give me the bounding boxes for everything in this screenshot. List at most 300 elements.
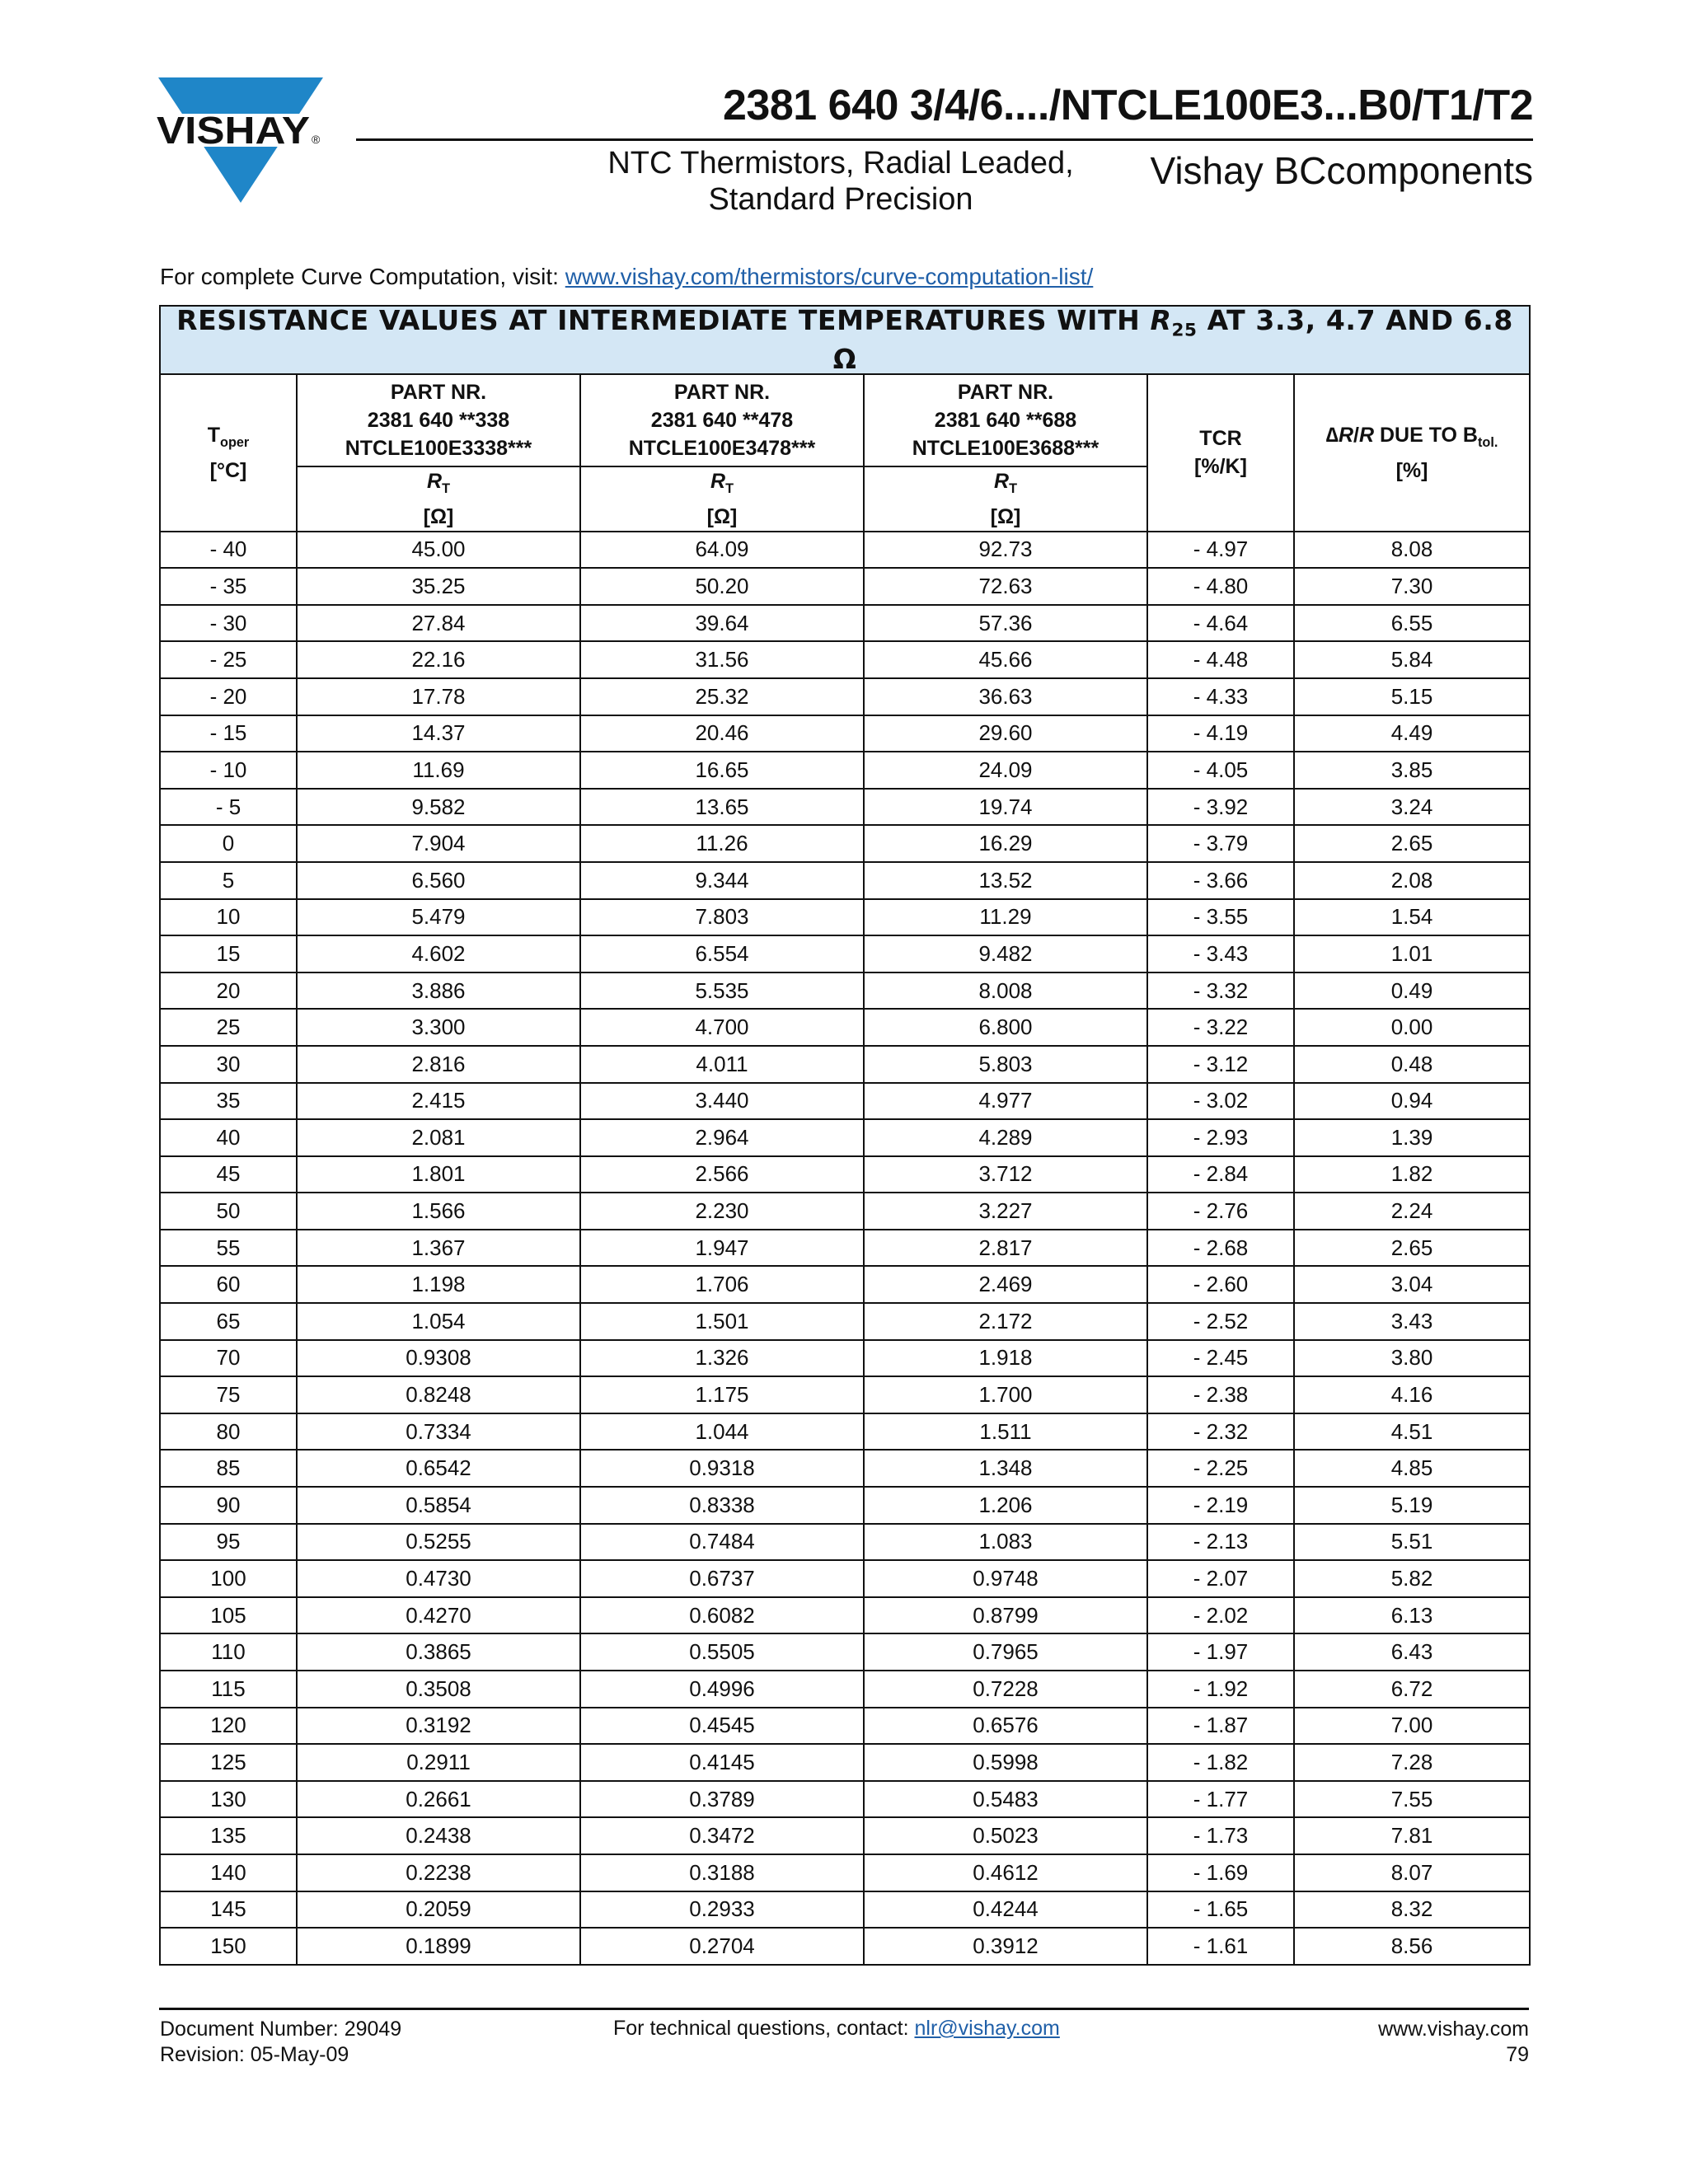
delta-r-cell: 7.55 <box>1294 1781 1530 1818</box>
rt-688-cell: 1.918 <box>864 1340 1147 1377</box>
table-row <box>160 605 1530 642</box>
table-row <box>160 1781 1530 1818</box>
rt-338-cell: 1.198 <box>297 1266 580 1303</box>
temperature-cell: 145 <box>160 1891 297 1929</box>
temperature-cell: 15 <box>160 935 297 972</box>
temperature-cell: 20 <box>160 972 297 1010</box>
table-row <box>160 1230 1530 1267</box>
tcr-cell: - 3.66 <box>1147 862 1294 899</box>
rt-688-cell: 4.977 <box>864 1083 1147 1120</box>
rt-478-cell: 39.64 <box>580 605 864 642</box>
rt-338-cell: 0.3865 <box>297 1633 580 1671</box>
rt-478-cell: 13.65 <box>580 789 864 826</box>
rt-688-cell: 0.6576 <box>864 1708 1147 1745</box>
table-row <box>160 1266 1530 1303</box>
tcr-cell: - 1.69 <box>1147 1854 1294 1891</box>
rt-688-cell: 1.511 <box>864 1413 1147 1451</box>
delta-r-cell: 8.08 <box>1294 532 1530 569</box>
tcr-cell: - 4.05 <box>1147 752 1294 789</box>
contact-prefix: For technical questions, contact: <box>613 2017 909 2040</box>
delta-r-cell: 8.07 <box>1294 1854 1530 1891</box>
delta-r-cell: 2.08 <box>1294 862 1530 899</box>
table-row <box>160 1633 1530 1671</box>
rt-338-cell: 0.8248 <box>297 1376 580 1413</box>
temperature-cell: 40 <box>160 1119 297 1156</box>
table-row <box>160 1560 1530 1597</box>
rt-338-cell: 0.2438 <box>297 1817 580 1854</box>
delta-r-cell: 4.85 <box>1294 1450 1530 1487</box>
rt-338-cell: 27.84 <box>297 605 580 642</box>
header-part-338: PART NR. 2381 640 **338 NTCLE100E3338*** <box>297 374 580 466</box>
delta-r-cell: 3.43 <box>1294 1303 1530 1340</box>
tcr-cell: - 1.87 <box>1147 1708 1294 1745</box>
temperature-cell: 80 <box>160 1413 297 1451</box>
delta-r-cell: 8.56 <box>1294 1928 1530 1965</box>
rt-478-cell: 0.4545 <box>580 1708 864 1745</box>
tcr-cell: - 4.19 <box>1147 715 1294 752</box>
table-row <box>160 752 1530 789</box>
table-row <box>160 1119 1530 1156</box>
header-rt-338: $R_T$ [Ω] <box>297 466 580 532</box>
rt-478-cell: 0.8338 <box>580 1487 864 1524</box>
rt-688-cell: 0.7965 <box>864 1633 1147 1671</box>
rt-478-cell: 0.7484 <box>580 1524 864 1561</box>
rt-478-cell: 16.65 <box>580 752 864 789</box>
temperature-cell: 55 <box>160 1230 297 1267</box>
tcr-cell: - 3.12 <box>1147 1046 1294 1083</box>
rt-478-cell: 0.5505 <box>580 1633 864 1671</box>
delta-r-cell: 5.84 <box>1294 641 1530 678</box>
rt-478-cell: 1.044 <box>580 1413 864 1451</box>
table-body <box>160 532 1530 1965</box>
vishay-logo <box>153 74 328 206</box>
delta-r-cell: 6.13 <box>1294 1597 1530 1634</box>
rt-338-cell: 22.16 <box>297 641 580 678</box>
rt-338-cell: 0.1899 <box>297 1928 580 1965</box>
page-number: 79 <box>1506 2043 1529 2066</box>
rt-338-cell: 0.5255 <box>297 1524 580 1561</box>
rt-338-cell: 0.7334 <box>297 1413 580 1451</box>
table-row <box>160 678 1530 715</box>
rt-688-cell: 13.52 <box>864 862 1147 899</box>
table-row <box>160 1487 1530 1524</box>
rt-338-cell: 17.78 <box>297 678 580 715</box>
temperature-cell: - 10 <box>160 752 297 789</box>
tcr-cell: - 4.48 <box>1147 641 1294 678</box>
temperature-cell: 25 <box>160 1009 297 1046</box>
temperature-cell: 150 <box>160 1928 297 1965</box>
tcr-cell: - 1.65 <box>1147 1891 1294 1929</box>
rt-478-cell: 50.20 <box>580 568 864 605</box>
footer-site <box>1378 2017 1529 2068</box>
delta-r-cell: 4.49 <box>1294 715 1530 752</box>
rt-478-cell: 2.964 <box>580 1119 864 1156</box>
rt-478-cell: 1.706 <box>580 1266 864 1303</box>
rt-688-cell: 1.206 <box>864 1487 1147 1524</box>
table-row <box>160 789 1530 826</box>
rt-478-cell: 4.011 <box>580 1046 864 1083</box>
table-row <box>160 1744 1530 1781</box>
delta-r-cell: 6.55 <box>1294 605 1530 642</box>
delta-r-cell: 0.00 <box>1294 1009 1530 1046</box>
rt-688-cell: 2.469 <box>864 1266 1147 1303</box>
company-name: Vishay BCcomponents <box>1150 149 1533 192</box>
delta-r-cell: 1.01 <box>1294 935 1530 972</box>
rt-688-cell: 9.482 <box>864 935 1147 972</box>
logo-registered-mark: ® <box>312 133 321 146</box>
tcr-cell: - 2.07 <box>1147 1560 1294 1597</box>
rt-688-cell: 19.74 <box>864 789 1147 826</box>
rt-688-cell: 1.700 <box>864 1376 1147 1413</box>
temperature-cell: - 15 <box>160 715 297 752</box>
delta-r-cell: 2.24 <box>1294 1193 1530 1230</box>
revision-date: Revision: 05-May-09 <box>160 2043 349 2066</box>
header-rule <box>356 138 1533 141</box>
table-row <box>160 1009 1530 1046</box>
delta-r-cell: 3.85 <box>1294 752 1530 789</box>
rt-338-cell: 0.2238 <box>297 1854 580 1891</box>
rt-688-cell: 0.7228 <box>864 1671 1147 1708</box>
tcr-cell: - 2.60 <box>1147 1266 1294 1303</box>
delta-r-cell: 7.81 <box>1294 1817 1530 1854</box>
rt-338-cell: 0.3508 <box>297 1671 580 1708</box>
delta-r-cell: 2.65 <box>1294 1230 1530 1267</box>
table-row <box>160 1450 1530 1487</box>
tcr-cell: - 2.93 <box>1147 1119 1294 1156</box>
rt-338-cell: 6.560 <box>297 862 580 899</box>
rt-478-cell: 31.56 <box>580 641 864 678</box>
table-row <box>160 1083 1530 1120</box>
delta-r-cell: 2.65 <box>1294 825 1530 862</box>
rt-688-cell: 0.4244 <box>864 1891 1147 1929</box>
rt-688-cell: 1.348 <box>864 1450 1147 1487</box>
rt-478-cell: 25.32 <box>580 678 864 715</box>
rt-338-cell: 9.582 <box>297 789 580 826</box>
rt-478-cell: 1.947 <box>580 1230 864 1267</box>
temperature-cell: 110 <box>160 1633 297 1671</box>
tcr-cell: - 3.32 <box>1147 972 1294 1010</box>
table-row <box>160 1671 1530 1708</box>
resistance-table <box>159 305 1531 1966</box>
temperature-cell: - 35 <box>160 568 297 605</box>
table-row <box>160 1303 1530 1340</box>
table-row <box>160 1817 1530 1854</box>
footer-contact <box>613 2017 1060 2041</box>
tcr-cell: - 2.02 <box>1147 1597 1294 1634</box>
rt-688-cell: 29.60 <box>864 715 1147 752</box>
rt-688-cell: 5.803 <box>864 1046 1147 1083</box>
delta-r-cell: 1.82 <box>1294 1156 1530 1193</box>
tcr-cell: - 3.79 <box>1147 825 1294 862</box>
curve-computation-link[interactable]: www.vishay.com/thermistors/curve-computation-list/ <box>565 264 1094 289</box>
rt-688-cell: 16.29 <box>864 825 1147 862</box>
temperature-cell: 135 <box>160 1817 297 1854</box>
rt-338-cell: 0.6542 <box>297 1450 580 1487</box>
rt-688-cell: 57.36 <box>864 605 1147 642</box>
rt-478-cell: 0.6082 <box>580 1597 864 1634</box>
product-subtitle <box>569 145 1113 218</box>
tcr-cell: - 3.43 <box>1147 935 1294 972</box>
tcr-cell: - 3.22 <box>1147 1009 1294 1046</box>
tcr-cell: - 3.55 <box>1147 899 1294 936</box>
rt-478-cell: 20.46 <box>580 715 864 752</box>
rt-688-cell: 0.9748 <box>864 1560 1147 1597</box>
temperature-cell: 140 <box>160 1854 297 1891</box>
table-row <box>160 862 1530 899</box>
temperature-cell: 130 <box>160 1781 297 1818</box>
rt-338-cell: 0.2911 <box>297 1744 580 1781</box>
rt-688-cell: 0.5998 <box>864 1744 1147 1781</box>
tcr-cell: - 1.97 <box>1147 1633 1294 1671</box>
tcr-cell: - 4.33 <box>1147 678 1294 715</box>
rt-688-cell: 92.73 <box>864 532 1147 569</box>
temperature-cell: 90 <box>160 1487 297 1524</box>
delta-r-cell: 1.54 <box>1294 899 1530 936</box>
rt-688-cell: 0.8799 <box>864 1597 1147 1634</box>
rt-338-cell: 0.4270 <box>297 1597 580 1634</box>
table-row <box>160 1597 1530 1634</box>
rt-478-cell: 0.2704 <box>580 1928 864 1965</box>
delta-r-cell: 6.72 <box>1294 1671 1530 1708</box>
rt-688-cell: 24.09 <box>864 752 1147 789</box>
temperature-cell: 50 <box>160 1193 297 1230</box>
rt-478-cell: 11.26 <box>580 825 864 862</box>
table-row <box>160 899 1530 936</box>
table-row <box>160 568 1530 605</box>
logo-wordmark: VISHAY <box>157 109 310 152</box>
table-row <box>160 1046 1530 1083</box>
table-row <box>160 1524 1530 1561</box>
header-part-478: PART NR. 2381 640 **478 NTCLE100E3478*** <box>580 374 864 466</box>
temperature-cell: 5 <box>160 862 297 899</box>
rt-688-cell: 8.008 <box>864 972 1147 1010</box>
tcr-cell: - 1.82 <box>1147 1744 1294 1781</box>
tcr-cell: - 1.73 <box>1147 1817 1294 1854</box>
rt-338-cell: 2.816 <box>297 1046 580 1083</box>
rt-688-cell: 11.29 <box>864 899 1147 936</box>
rt-478-cell: 0.4996 <box>580 1671 864 1708</box>
rt-478-cell: 2.566 <box>580 1156 864 1193</box>
table-row <box>160 532 1530 569</box>
rt-478-cell: 2.230 <box>580 1193 864 1230</box>
temperature-cell: 75 <box>160 1376 297 1413</box>
header-temperature: $T_{oper}$ [°C] <box>160 374 297 532</box>
delta-r-cell: 5.82 <box>1294 1560 1530 1597</box>
delta-r-cell: 0.94 <box>1294 1083 1530 1120</box>
temperature-cell: 30 <box>160 1046 297 1083</box>
delta-r-cell: 6.43 <box>1294 1633 1530 1671</box>
rt-338-cell: 1.801 <box>297 1156 580 1193</box>
delta-r-cell: 3.04 <box>1294 1266 1530 1303</box>
delta-r-cell: 8.32 <box>1294 1891 1530 1929</box>
rt-688-cell: 4.289 <box>864 1119 1147 1156</box>
document-title: 2381 640 3/4/6..../NTCLE100E3...B0/T1/T2 <box>723 82 1533 129</box>
table-row <box>160 1413 1530 1451</box>
temperature-cell: 60 <box>160 1266 297 1303</box>
temperature-cell: 70 <box>160 1340 297 1377</box>
rt-338-cell: 4.602 <box>297 935 580 972</box>
rt-478-cell: 6.554 <box>580 935 864 972</box>
rt-478-cell: 5.535 <box>580 972 864 1010</box>
rt-478-cell: 0.3472 <box>580 1817 864 1854</box>
temperature-cell: - 25 <box>160 641 297 678</box>
rt-338-cell: 0.9308 <box>297 1340 580 1377</box>
temperature-cell: 125 <box>160 1744 297 1781</box>
rt-478-cell: 0.3188 <box>580 1854 864 1891</box>
tcr-cell: - 1.92 <box>1147 1671 1294 1708</box>
rt-338-cell: 7.904 <box>297 825 580 862</box>
visit-prefix: For complete Curve Computation, visit: <box>160 264 559 289</box>
header-delta-r: ∆R/R DUE TO $B_{tol.}$ [%] <box>1294 374 1530 532</box>
rt-688-cell: 72.63 <box>864 568 1147 605</box>
rt-338-cell: 14.37 <box>297 715 580 752</box>
table-row <box>160 825 1530 862</box>
rt-688-cell: 1.083 <box>864 1524 1147 1561</box>
curve-computation-note <box>160 264 1093 290</box>
temperature-cell: - 30 <box>160 605 297 642</box>
rt-338-cell: 0.3192 <box>297 1708 580 1745</box>
rt-478-cell: 1.501 <box>580 1303 864 1340</box>
delta-r-cell: 0.48 <box>1294 1046 1530 1083</box>
rt-338-cell: 0.5854 <box>297 1487 580 1524</box>
temperature-cell: - 40 <box>160 532 297 569</box>
tcr-cell: - 2.45 <box>1147 1340 1294 1377</box>
rt-478-cell: 1.175 <box>580 1376 864 1413</box>
delta-r-cell: 3.24 <box>1294 789 1530 826</box>
rt-688-cell: 6.800 <box>864 1009 1147 1046</box>
table-row <box>160 1708 1530 1745</box>
tcr-cell: - 2.13 <box>1147 1524 1294 1561</box>
rt-338-cell: 3.300 <box>297 1009 580 1046</box>
rt-338-cell: 2.081 <box>297 1119 580 1156</box>
rt-688-cell: 3.227 <box>864 1193 1147 1230</box>
rt-478-cell: 4.700 <box>580 1009 864 1046</box>
rt-338-cell: 1.566 <box>297 1193 580 1230</box>
rt-338-cell: 2.415 <box>297 1083 580 1120</box>
rt-338-cell: 1.054 <box>297 1303 580 1340</box>
rt-338-cell: 1.367 <box>297 1230 580 1267</box>
rt-478-cell: 64.09 <box>580 532 864 569</box>
header-rt-478: $R_T$ [Ω] <box>580 466 864 532</box>
footer-rule <box>159 2008 1529 2010</box>
tcr-cell: - 3.02 <box>1147 1083 1294 1120</box>
rt-338-cell: 0.2661 <box>297 1781 580 1818</box>
tcr-cell: - 2.19 <box>1147 1487 1294 1524</box>
tcr-cell: - 2.76 <box>1147 1193 1294 1230</box>
delta-r-cell: 7.28 <box>1294 1744 1530 1781</box>
rt-688-cell: 0.3912 <box>864 1928 1147 1965</box>
header-rt-688: $R_T$ [Ω] <box>864 466 1147 532</box>
rt-478-cell: 0.9318 <box>580 1450 864 1487</box>
delta-r-cell: 3.80 <box>1294 1340 1530 1377</box>
rt-688-cell: 0.5483 <box>864 1781 1147 1818</box>
tcr-cell: - 4.97 <box>1147 532 1294 569</box>
header-part-688: PART NR. 2381 640 **688 NTCLE100E3688*** <box>864 374 1147 466</box>
rt-478-cell: 7.803 <box>580 899 864 936</box>
rt-338-cell: 0.2059 <box>297 1891 580 1929</box>
table-row <box>160 1156 1530 1193</box>
delta-r-cell: 4.51 <box>1294 1413 1530 1451</box>
table-row <box>160 1193 1530 1230</box>
tcr-cell: - 2.68 <box>1147 1230 1294 1267</box>
tcr-cell: - 2.25 <box>1147 1450 1294 1487</box>
table-title: RESISTANCE VALUES AT INTERMEDIATE TEMPERATURES WITH $R_{25}$ AT 3.3, 4.7 AND 6.8 Ω <box>160 306 1530 374</box>
temperature-cell: - 5 <box>160 789 297 826</box>
table-row <box>160 715 1530 752</box>
tcr-cell: - 2.38 <box>1147 1376 1294 1413</box>
temperature-cell: 105 <box>160 1597 297 1634</box>
rt-688-cell: 0.4612 <box>864 1854 1147 1891</box>
temperature-cell: 65 <box>160 1303 297 1340</box>
rt-478-cell: 9.344 <box>580 862 864 899</box>
delta-r-cell: 7.00 <box>1294 1708 1530 1745</box>
tcr-cell: - 4.80 <box>1147 568 1294 605</box>
temperature-cell: 115 <box>160 1671 297 1708</box>
rt-478-cell: 3.440 <box>580 1083 864 1120</box>
tcr-cell: - 1.61 <box>1147 1928 1294 1965</box>
tcr-cell: - 3.92 <box>1147 789 1294 826</box>
delta-r-cell: 7.30 <box>1294 568 1530 605</box>
temperature-cell: 45 <box>160 1156 297 1193</box>
rt-688-cell: 2.817 <box>864 1230 1147 1267</box>
tcr-cell: - 1.77 <box>1147 1781 1294 1818</box>
temperature-cell: 10 <box>160 899 297 936</box>
rt-478-cell: 0.2933 <box>580 1891 864 1929</box>
tcr-cell: - 4.64 <box>1147 605 1294 642</box>
table-row <box>160 1891 1530 1929</box>
temperature-cell: 120 <box>160 1708 297 1745</box>
tcr-cell: - 2.84 <box>1147 1156 1294 1193</box>
temperature-cell: 0 <box>160 825 297 862</box>
temperature-cell: 35 <box>160 1083 297 1120</box>
table-row <box>160 1854 1530 1891</box>
footer-document-info <box>160 2017 401 2068</box>
table-row <box>160 1340 1530 1377</box>
rt-338-cell: 11.69 <box>297 752 580 789</box>
table-row <box>160 1928 1530 1965</box>
subtitle-line-2: Standard Precision <box>708 182 973 217</box>
temperature-cell: 85 <box>160 1450 297 1487</box>
rt-688-cell: 0.5023 <box>864 1817 1147 1854</box>
rt-338-cell: 45.00 <box>297 532 580 569</box>
rt-338-cell: 35.25 <box>297 568 580 605</box>
rt-478-cell: 1.326 <box>580 1340 864 1377</box>
table-row <box>160 641 1530 678</box>
document-number: Document Number: 29049 <box>160 2018 402 2041</box>
delta-r-cell: 5.19 <box>1294 1487 1530 1524</box>
temperature-cell: - 20 <box>160 678 297 715</box>
subtitle-line-1: NTC Thermistors, Radial Leaded, <box>607 146 1074 180</box>
delta-r-cell: 5.15 <box>1294 678 1530 715</box>
rt-338-cell: 5.479 <box>297 899 580 936</box>
temperature-cell: 95 <box>160 1524 297 1561</box>
rt-478-cell: 0.3789 <box>580 1781 864 1818</box>
rt-688-cell: 3.712 <box>864 1156 1147 1193</box>
tcr-cell: - 2.52 <box>1147 1303 1294 1340</box>
delta-r-cell: 1.39 <box>1294 1119 1530 1156</box>
website-link[interactable]: www.vishay.com <box>1378 2018 1529 2041</box>
delta-r-cell: 4.16 <box>1294 1376 1530 1413</box>
delta-r-cell: 0.49 <box>1294 972 1530 1010</box>
rt-338-cell: 0.4730 <box>297 1560 580 1597</box>
contact-email-link[interactable]: nlr@vishay.com <box>914 2017 1060 2040</box>
table-row <box>160 1376 1530 1413</box>
rt-478-cell: 0.6737 <box>580 1560 864 1597</box>
table-row <box>160 935 1530 972</box>
delta-r-cell: 5.51 <box>1294 1524 1530 1561</box>
temperature-cell: 100 <box>160 1560 297 1597</box>
header-tcr: TCR [%/K] <box>1147 374 1294 532</box>
